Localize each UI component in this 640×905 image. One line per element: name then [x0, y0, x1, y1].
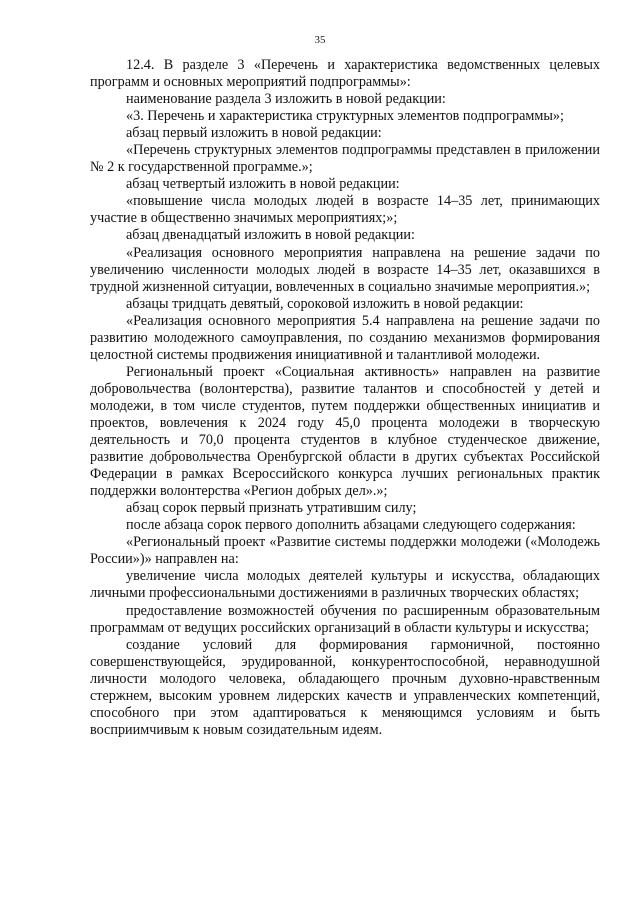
paragraph: «повышение числа молодых людей в возрасте 14–35 лет, принимающих участие в общественно значимых мероприятиях;»;: [90, 193, 600, 227]
paragraph: предоставление возможностей обучения по расширенным образовательным программам от ведущих российских организаций в области культуры и искусства;: [90, 602, 600, 636]
paragraph: абзац первый изложить в новой редакции:: [126, 125, 382, 142]
paragraph: 12.4. В разделе 3 «Перечень и характеристика ведомственных целевых программ и основных мероприятий подпрограммы»:: [90, 57, 600, 91]
document-body: [90, 57, 600, 739]
paragraph: после абзаца сорок первого дополнить абзацами следующего содержания:: [126, 517, 576, 534]
paragraph: абзацы тридцать девятый, сороковой изложить в новой редакции:: [126, 295, 524, 312]
paragraph: создание условий для формирования гармоничной, постоянно совершенствующейся, эрудированной, конкурентоспособной, неравнодушной личности молодого человека, обладающего прочным духовно-нравственным стержнем, высоким уровнем лидерских качеств и управленческих компетенций, способного при этом адаптироваться к меняющимся условиям и быть восприимчивым к новым созидательным идеям.: [90, 636, 600, 738]
paragraph: абзац сорок первый признать утратившим силу;: [126, 500, 417, 517]
paragraph: увеличение числа молодых деятелей культуры и искусства, обладающих личными профессиональными достижениями в различных творческих областях;: [90, 568, 600, 602]
paragraph: «Перечень структурных элементов подпрограммы представлен в приложении № 2 к государственной программе.»;: [90, 142, 600, 176]
paragraph: Региональный проект «Социальная активность» направлен на развитие добровольчества (волонтерства), развитие талантов и способностей у детей и молодежи, в том числе студентов, путем поддержки общественных инициатив и проектов, вовлечения к 2024 году 45,0 процента молодежи в творческую деятельность и 70,0 процента студентов в клубное студенческое движение, развитие добровольчества Оренбургской области в других субъектах Российской Федерации в рамках Всероссийского конкурса лучших региональных практик поддержки волонтерства «Регион добрых дел».»;: [90, 363, 600, 500]
paragraph: абзац двенадцатый изложить в новой редакции:: [126, 227, 415, 244]
paragraph: абзац четвертый изложить в новой редакции:: [126, 176, 400, 193]
paragraph: «Региональный проект «Развитие системы поддержки молодежи («Молодежь России»)» направлен на:: [90, 534, 600, 568]
paragraph: «3. Перечень и характеристика структурных элементов подпрограммы»;: [126, 108, 564, 125]
paragraph: «Реализация основного мероприятия направлена на решение задачи по увеличению численности молодых людей в возрасте 14–35 лет, оказавшихся в трудной жизненной ситуации, вовлеченных в социально значимые мероприятия.»;: [90, 244, 600, 295]
page-number: 35: [314, 34, 326, 46]
paragraph: наименование раздела 3 изложить в новой редакции:: [126, 91, 446, 108]
paragraph: «Реализация основного мероприятия 5.4 направлена на решение задачи по развитию молодежного самоуправления, по созданию механизмов формирования целостной системы продвижения инициативной и талантливой молодежи.: [90, 312, 600, 363]
